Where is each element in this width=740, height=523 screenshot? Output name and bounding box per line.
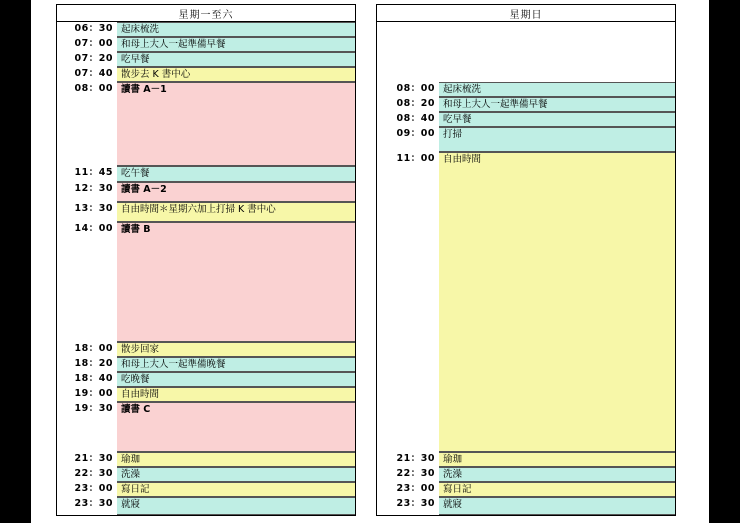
- schedule-table: [31, 0, 709, 523]
- schedule-time: 21：30: [74, 453, 113, 464]
- schedule-entry: 洗澡: [439, 467, 675, 482]
- schedule-entry: 洗澡: [117, 467, 355, 482]
- schedule-entry: 和母上大人一起準備早餐: [117, 37, 355, 52]
- schedule-time: 13：30: [74, 203, 113, 214]
- schedule-entry: 讀書 A－2: [117, 182, 355, 202]
- schedule-time: 19：00: [74, 388, 113, 399]
- schedule-time: 14：00: [74, 223, 113, 234]
- column-header-weekday: 星期一至六: [56, 4, 356, 22]
- schedule-time: 23：00: [74, 483, 113, 494]
- schedule-entry: 散步去 K 書中心: [117, 67, 355, 82]
- schedule-time: 23：30: [74, 498, 113, 509]
- schedule-entry: 吃晚餐: [117, 372, 355, 387]
- schedule-column-weekday: [56, 4, 356, 516]
- schedule-time: 11：00: [396, 153, 435, 164]
- schedule-entry: 起床梳洗: [117, 22, 355, 37]
- schedule-time: 08：20: [396, 98, 435, 109]
- schedule-time: 11：45: [74, 167, 113, 178]
- schedule-entry: 散步回家: [117, 342, 355, 357]
- schedule-time: 08：00: [74, 83, 113, 94]
- column-body-weekday: [56, 22, 356, 516]
- schedule-column-sunday: [376, 4, 676, 516]
- schedule-entry: 吃早餐: [439, 112, 675, 127]
- schedule-entry: 和母上大人一起準備晚餐: [117, 357, 355, 372]
- schedule-time: 08：40: [396, 113, 435, 124]
- schedule-entry: 就寢: [439, 497, 675, 515]
- schedule-time: 23：00: [396, 483, 435, 494]
- schedule-entry: 吃午餐: [117, 166, 355, 182]
- column-header-sunday: 星期日: [376, 4, 676, 22]
- schedule-time: 07：00: [74, 38, 113, 49]
- schedule-entry: 打掃: [439, 127, 675, 152]
- schedule-entry: 自由時間＊星期六加上打掃 K 書中心: [117, 202, 355, 222]
- schedule-time: 18：40: [74, 373, 113, 384]
- schedule-time: 22：30: [74, 468, 113, 479]
- schedule-entry: 自由時間: [117, 387, 355, 402]
- schedule-time: 09：00: [396, 128, 435, 139]
- schedule-time: 18：20: [74, 358, 113, 369]
- schedule-time: 07：20: [74, 53, 113, 64]
- schedule-entry: 讀書 C: [117, 402, 355, 452]
- schedule-entry: 寫日記: [117, 482, 355, 497]
- schedule-time: 07：40: [74, 68, 113, 79]
- schedule-time: 23：30: [396, 498, 435, 509]
- schedule-time: 12：30: [74, 183, 113, 194]
- schedule-time: 18：00: [74, 343, 113, 354]
- schedule-time: 22：30: [396, 468, 435, 479]
- schedule-entry: 吃早餐: [117, 52, 355, 67]
- column-body-sunday: [376, 22, 676, 516]
- schedule-entry: 讀書 A－1: [117, 82, 355, 166]
- schedule-entry: 和母上大人一起準備早餐: [439, 97, 675, 112]
- schedule-entry: 瑜珈: [117, 452, 355, 467]
- schedule-entry: 讀書 B: [117, 222, 355, 342]
- schedule-time: 08：00: [396, 83, 435, 94]
- schedule-time: 06：30: [74, 23, 113, 34]
- schedule-entry: 瑜珈: [439, 452, 675, 467]
- schedule-entry: 起床梳洗: [439, 82, 675, 97]
- schedule-entry: 自由時間: [439, 152, 675, 452]
- schedule-entry: 寫日記: [439, 482, 675, 497]
- schedule-time: 19：30: [74, 403, 113, 414]
- schedule-time: 21：30: [396, 453, 435, 464]
- schedule-entry: 就寢: [117, 497, 355, 515]
- schedule-sheet: [31, 0, 709, 523]
